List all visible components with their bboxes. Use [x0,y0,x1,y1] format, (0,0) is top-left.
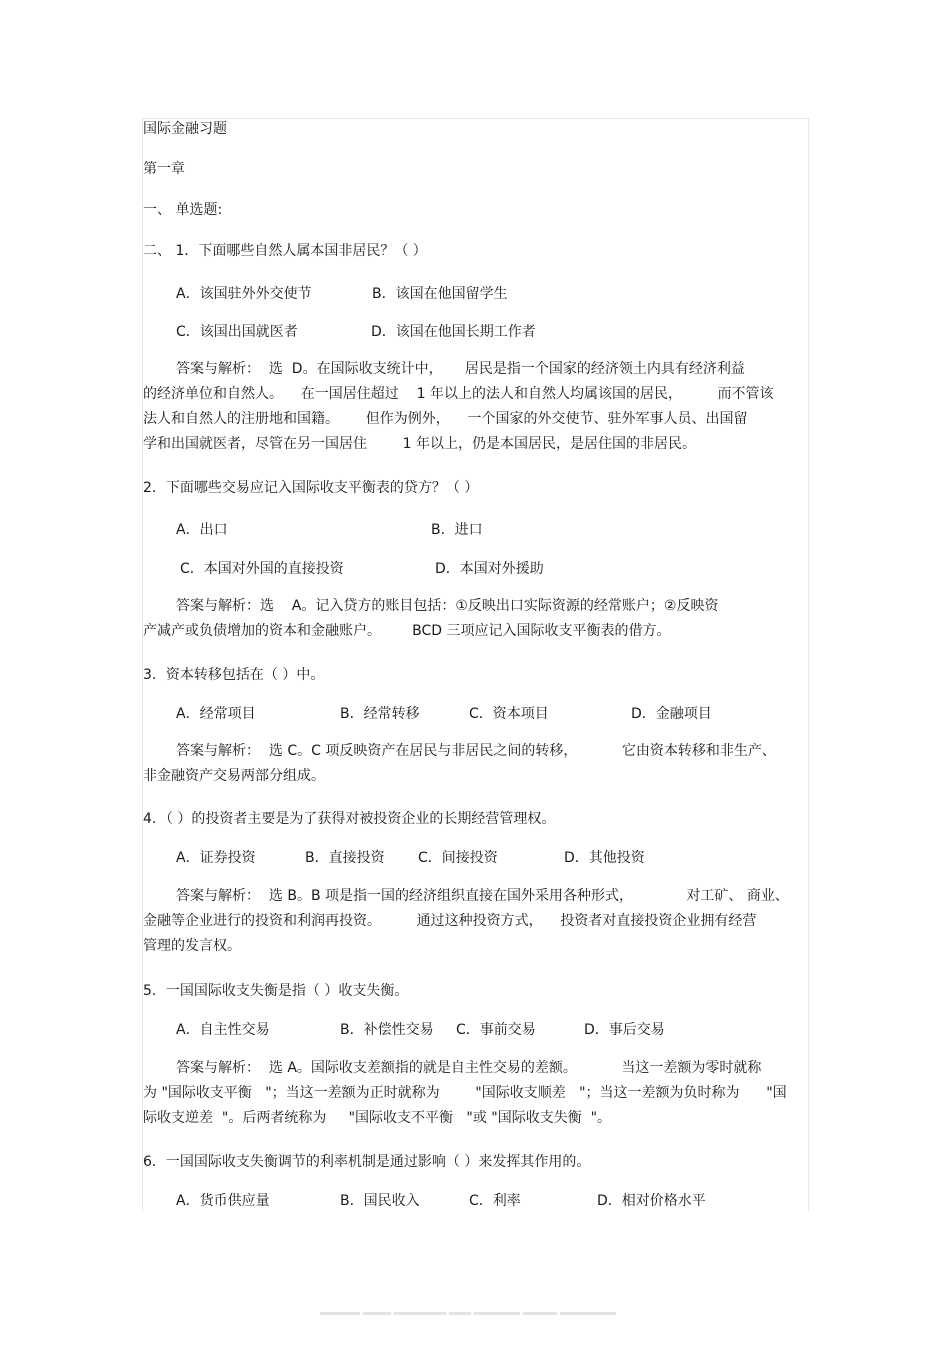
q1-option-a: A．该国驻外外交使节 [176,286,312,302]
chapter-heading: 第一章 [143,161,185,177]
q5-answer [143,1056,805,1131]
q3-option-d: D．金融项目 [631,706,712,722]
q4-option-b: B．直接投资 [305,850,385,866]
q5-answer-line: 为 "国际收支平衡 "；当这一差额为正时就称为 "国际收支顺差 "；当这一差额为负时称为 "国 [143,1085,787,1101]
q2-option-a: A．出口 [176,522,228,538]
q6-option-d: D．相对价格水平 [597,1193,706,1209]
q3-answer [143,739,805,789]
q6-option-b: B．国民收入 [340,1193,420,1209]
q5-option-d: D．事后交易 [584,1022,665,1038]
q1-answer-line: 答案与解析： 选 D。在国际收支统计中， 居民是指一个国家的经济领土内具有经济利益 [176,361,745,377]
q1-stem: 二、 1．下面哪些自然人属本国非居民？（ ） [143,243,427,259]
q3-answer-line: 答案与解析： 选 C。C 项反映资产在居民与非居民之间的转移， 它由资本转移和非生产、 [176,743,776,759]
q4-answer-line: 答案与解析： 选 B。B 项是指一国的经济组织直接在国外采用各种形式， 对工矿、 商业、 [176,888,789,904]
q2-option-b: B．进口 [431,522,483,538]
q6-option-c: C．利率 [469,1193,521,1209]
q3-option-c: C．资本项目 [469,706,549,722]
q5-option-b: B．补偿性交易 [340,1022,434,1038]
q5-answer-line: 答案与解析： 选 A。国际收支差额指的就是自主性交易的差额。 当这一差额为零时就称 [176,1060,762,1076]
section-heading: 一、 单选题: [143,202,223,218]
q5-answer-line: 际收支逆差 "。后两者统称为 "国际收支不平衡 "或 "国际收支失衡 "。 [143,1110,612,1126]
q1-answer-line: 法人和自然人的注册地和国籍。 但作为例外， 一个国家的外交使节、驻外军事人员、出国留 [143,411,748,427]
q3-option-b: B．经常转移 [340,706,420,722]
q1-answer-line: 的经济单位和自然人。 在一国居住超过 1 年以上的法人和自然人均属该国的居民， 而不管该 [143,386,774,402]
q3-option-a: A．经常项目 [176,706,256,722]
q6-option-a: A．货币供应量 [176,1193,270,1209]
q1-answer-line: 学和出国就医者，尽管在另一国居住 1 年以上，仍是本国居民，是居住国的非居民。 [143,436,696,452]
q4-option-d: D．其他投资 [564,850,645,866]
q4-option-a: A．证券投资 [176,850,256,866]
q2-stem: 2．下面哪些交易应记入国际收支平衡表的贷方？（ ） [143,480,479,496]
q5-option-c: C．事前交易 [456,1022,536,1038]
q3-stem: 3．资本转移包括在（ ）中。 [143,667,325,683]
q2-answer-line: 答案与解析：选 A。记入贷方的账目包括：①反映出口实际资源的经常账户；②反映资 [176,598,719,614]
q1-option-b: B．该国在他国留学生 [372,286,508,302]
q4-answer [143,884,805,959]
footer-watermark [320,1303,630,1313]
q4-stem: 4．（ ）的投资者主要是为了获得对被投资企业的长期经营管理权。 [143,811,556,827]
q2-answer [143,594,805,644]
q5-stem: 5．一国国际收支失衡是指（ ）收支失衡。 [143,983,409,999]
q5-option-a: A．自主性交易 [176,1022,270,1038]
q3-answer-line: 非金融资产交易两部分组成。 [143,768,325,784]
q2-option-d: D．本国对外援助 [435,561,544,577]
q6-stem: 6．一国国际收支失衡调节的利率机制是通过影响（ ）来发挥其作用的。 [143,1154,591,1170]
q2-answer-line: 产减产或负债增加的资本和金融账户。 BCD 三项应记入国际收支平衡表的借方。 [143,623,671,639]
q2-option-c: C．本国对外国的直接投资 [180,561,344,577]
q4-answer-line: 金融等企业进行的投资和利润再投资。 通过这种投资方式， 投资者对直接投资企业拥有经营 [143,913,757,929]
doc-title: 国际金融习题 [143,121,227,137]
q1-option-d: D．该国在他国长期工作者 [371,324,536,340]
q4-option-c: C．间接投资 [418,850,498,866]
page-border [142,118,809,1211]
q4-answer-line: 管理的发言权。 [143,938,241,954]
q1-answer [143,357,805,457]
q1-option-c: C．该国出国就医者 [176,324,298,340]
